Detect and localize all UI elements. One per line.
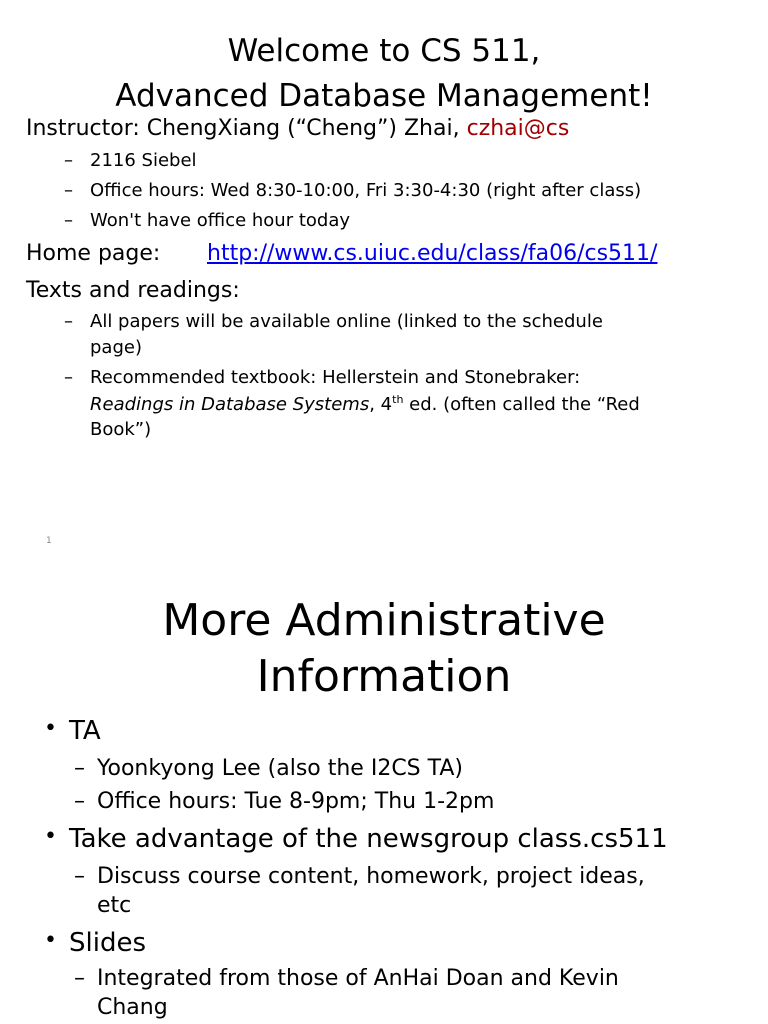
dash-bullet: – bbox=[74, 756, 85, 781]
slide-title-line-2: Advanced Database Management! bbox=[115, 78, 653, 114]
dash-bullet: – bbox=[64, 311, 73, 332]
round-bullet: • bbox=[44, 824, 57, 849]
newsgroup-heading: Take advantage of the newsgroup class.cs511 bbox=[69, 824, 668, 854]
dash-bullet: – bbox=[64, 150, 73, 171]
round-bullet: • bbox=[44, 716, 57, 741]
reading-2-line-1: Recommended textbook: Hellerstein and Stonebraker: bbox=[90, 367, 581, 388]
instructor-text: Instructor: ChengXiang (“Cheng”) Zhai, bbox=[26, 116, 467, 141]
slides-line-2: Chang bbox=[97, 995, 168, 1020]
ta-heading: TA bbox=[69, 716, 101, 746]
office-location: 2116 Siebel bbox=[90, 150, 197, 171]
slides-heading: Slides bbox=[69, 928, 146, 958]
office-hour-note: Won't have office hour today bbox=[90, 210, 351, 231]
slide-number: 1 bbox=[46, 536, 52, 546]
slide-2-title-line-2: Information bbox=[256, 651, 512, 702]
office-hours: Office hours: Wed 8:30-10:00, Fri 3:30-4:30 (right after class) bbox=[90, 180, 642, 201]
edition-superscript: th bbox=[392, 393, 404, 406]
reading-1-line-1: All papers will be available online (linked to the schedule bbox=[90, 311, 603, 332]
dash-bullet: – bbox=[64, 180, 73, 201]
textbook-title: Readings in Database Systems bbox=[90, 394, 370, 415]
instructor-line bbox=[26, 116, 569, 141]
dash-bullet: – bbox=[64, 367, 73, 388]
instructor-email[interactable]: czhai@cs bbox=[466, 116, 570, 141]
slides-line-1: Integrated from those of AnHai Doan and Kevin bbox=[97, 966, 619, 991]
edition-text: , 4 bbox=[369, 394, 393, 415]
slide-2 bbox=[0, 560, 768, 1024]
homepage-link[interactable]: http://www.cs.uiuc.edu/class/fa06/cs511/ bbox=[207, 241, 658, 266]
slide-2-title-line-1: More Administrative bbox=[162, 595, 606, 646]
dash-bullet: – bbox=[74, 789, 85, 814]
reading-2-line-3: Book”) bbox=[90, 419, 152, 440]
dash-bullet: – bbox=[74, 864, 85, 889]
homepage-label: Home page: bbox=[26, 241, 161, 266]
slide-title-line-1: Welcome to CS 511, bbox=[227, 33, 541, 69]
ta-name: Yoonkyong Lee (also the I2CS TA) bbox=[97, 756, 464, 781]
newsgroup-line-2: etc bbox=[97, 893, 132, 918]
reading-1-line-2: page) bbox=[90, 337, 142, 358]
reading-2-line-2 bbox=[90, 393, 640, 415]
round-bullet: • bbox=[44, 928, 57, 953]
edition-rest: ed. (often called the “Red bbox=[403, 394, 640, 415]
newsgroup-line-1: Discuss course content, homework, project ideas, bbox=[97, 864, 645, 889]
dash-bullet: – bbox=[64, 210, 73, 231]
ta-office-hours: Office hours: Tue 8-9pm; Thu 1-2pm bbox=[97, 789, 495, 814]
texts-label: Texts and readings: bbox=[26, 278, 240, 303]
dash-bullet: – bbox=[74, 966, 85, 991]
